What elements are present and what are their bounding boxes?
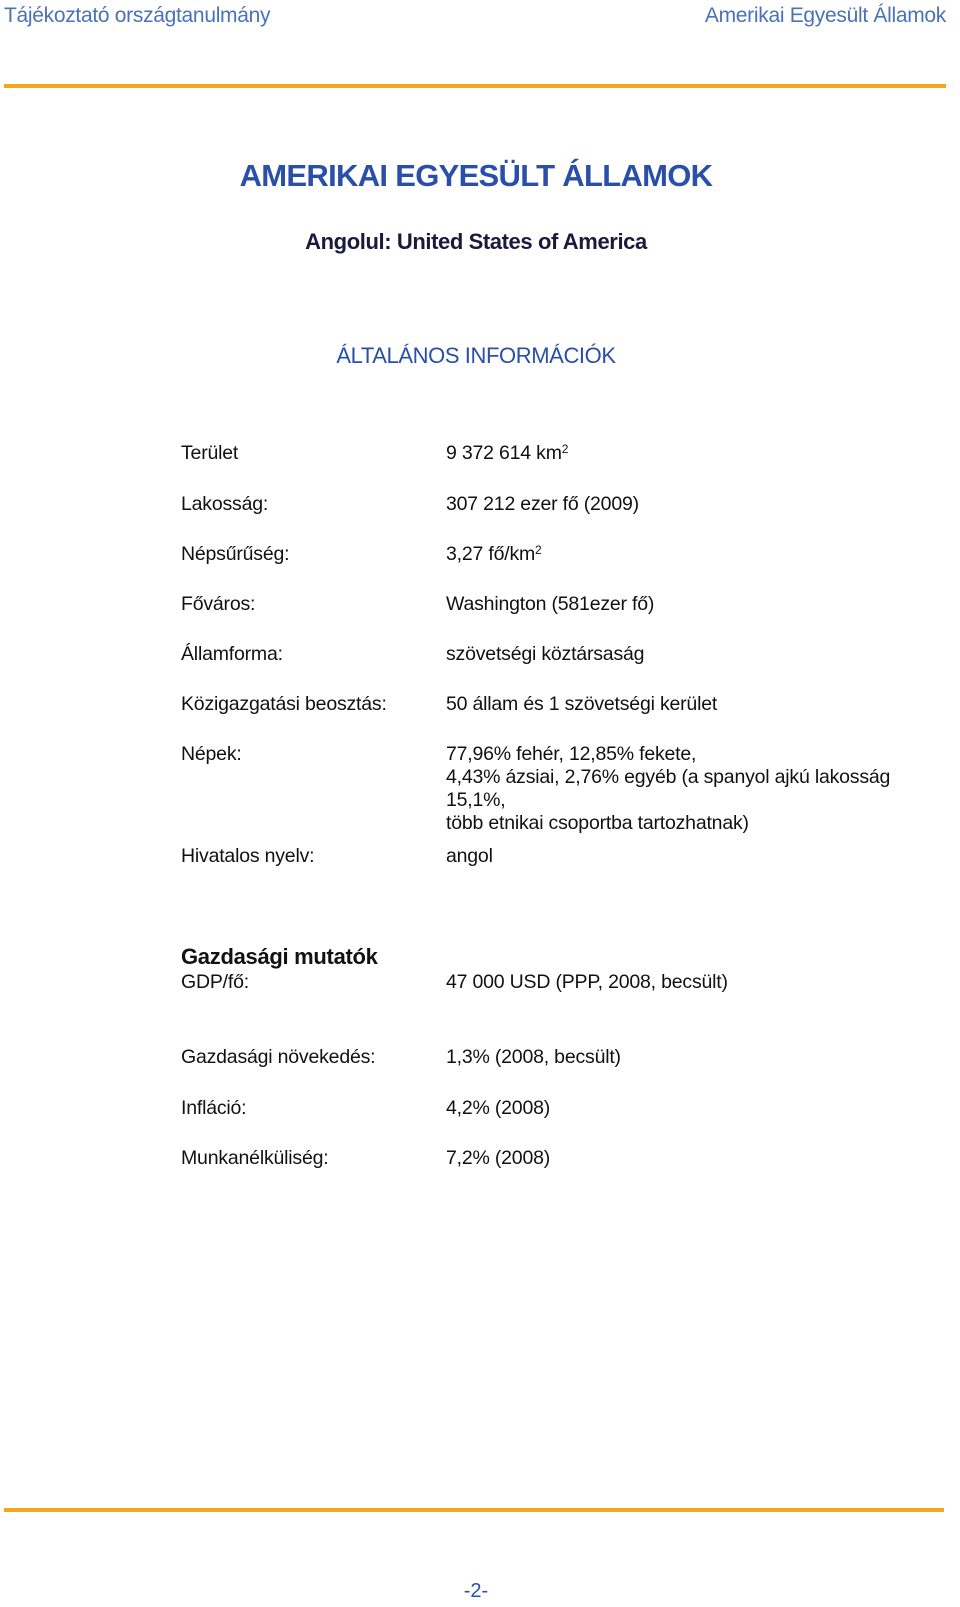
running-header [4,4,946,34]
footer-divider [4,1508,944,1512]
header-country-name: Amerikai Egyesült Államok [704,4,946,27]
info-label: Népek: [181,743,242,765]
econ-label: GDP/fő: [181,971,249,993]
info-value: szövetségi köztársaság [446,643,645,665]
econ-value: 47 000 USD (PPP, 2008, becsült) [446,971,728,993]
info-value: angol [446,845,493,867]
info-label: Népsűrűség: [181,543,290,565]
header-document-title: Tájékoztató országtanulmány [4,4,271,27]
info-label: Hivatalos nyelv: [181,845,315,867]
info-label: Terület [181,442,239,464]
page-title: AMERIKAI EGYESÜLT ÁLLAMOK [239,158,713,193]
info-value-line: 4,43% ázsiai, 2,76% egyéb (a spanyol ajkú lakosság 15,1%, [446,766,891,811]
econ-value: 7,2% (2008) [446,1147,551,1169]
info-value: 307 212 ezer fő (2009) [446,493,639,515]
info-label: Államforma: [181,643,283,665]
econ-label: Munkanélküliség: [181,1147,329,1169]
superscript: 2 [561,442,569,456]
info-value-line: 77,96% fehér, 12,85% fekete, [446,743,697,765]
info-value [446,743,946,835]
economic-indicators-heading: Gazdasági mutatók [181,944,378,969]
info-label: Főváros: [181,593,256,615]
info-value: 50 állam és 1 szövetségi kerület [446,693,718,715]
general-info-heading: ÁLTALÁNOS INFORMÁCIÓK [336,343,616,368]
econ-label: Infláció: [181,1097,247,1119]
info-value: 9 372 614 $km^2$ [446,442,569,464]
superscript: 2 [535,543,542,557]
econ-value: 1,3% (2008, becsült) [446,1046,621,1068]
page-subtitle: Angolul: United States of America [305,229,647,254]
header-divider [4,84,946,88]
info-label: Közigazgatási beosztás: [181,693,387,715]
econ-label: Gazdasági növekedés: [181,1046,376,1068]
info-value-line: több etnikai csoportba tartozhatnak) [446,812,749,834]
info-value: 3,27 $fő/km^2$ [446,543,542,565]
page-number: -2- [463,1580,489,1602]
econ-value: 4,2% (2008) [446,1097,551,1119]
info-label: Lakosság: [181,493,269,515]
info-value: Washington (581ezer fő) [446,593,655,615]
